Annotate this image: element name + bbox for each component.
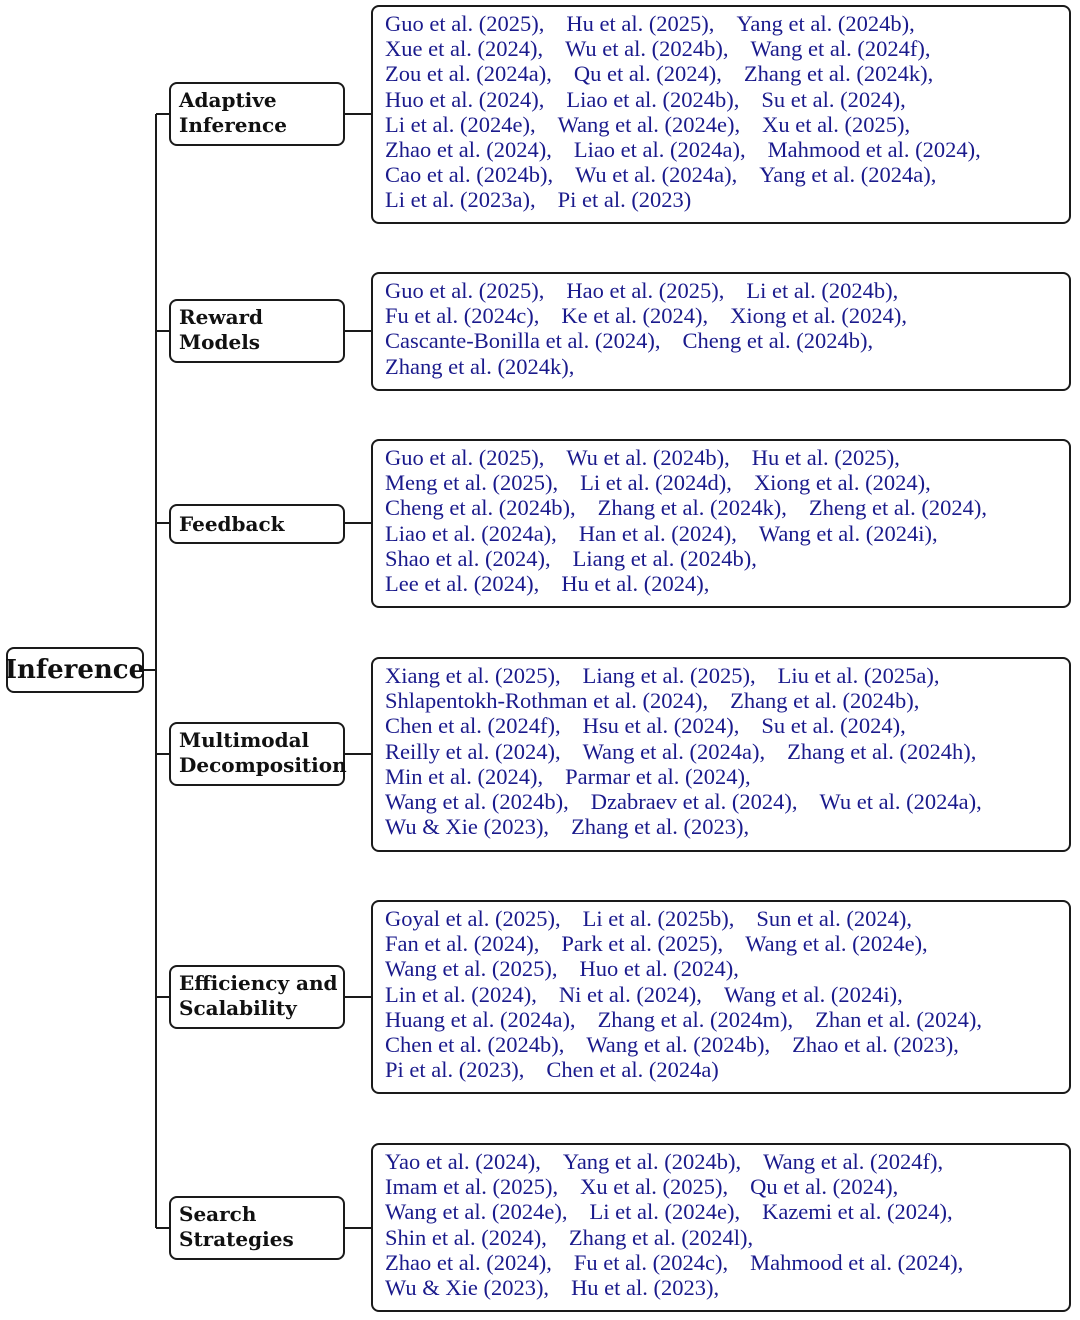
citation-link[interactable]: Lee et al. (2024), [385,571,540,597]
citation-link[interactable]: Pi et al. (2023) [557,187,692,213]
citation-link[interactable]: Min et al. (2024), [385,763,544,789]
reference-line [385,187,1069,212]
citation-link[interactable]: Hsu et al. (2024), [582,713,740,739]
citation-link[interactable]: Chen et al. (2024a) [546,1057,719,1083]
citation-link[interactable]: Wang et al. (2024e), [745,931,928,957]
citation-link[interactable]: Wang et al. (2024f), [763,1149,944,1174]
reference-line [385,739,1069,764]
citation-link[interactable]: Meng et al. (2025), [385,470,559,496]
citation-link[interactable]: Guo et al. (2025), [385,445,545,470]
category-label-line: Scalability [179,996,297,1020]
citation-link[interactable]: Cao et al. (2024b), [385,162,554,188]
category-label-line: Adaptive [179,88,277,112]
citation-link[interactable]: Guo et al. (2025), [385,278,545,303]
citation-link[interactable]: Huo et al. (2024), [385,86,545,112]
reference-line [385,814,1069,839]
citation-link[interactable]: Su et al. (2024), [761,713,906,739]
reference-line [385,61,1069,86]
reference-line [385,1275,1069,1300]
citation-link[interactable]: Xu et al. (2025), [580,1174,729,1200]
reference-line [385,303,1069,328]
citation-link[interactable]: Yang et al. (2024a), [759,162,937,188]
citation-link[interactable]: Zhang et al. (2024k), [743,61,934,87]
reference-line [385,137,1069,162]
citation-link[interactable]: Huo et al. (2024), [579,956,739,982]
reference-line [385,278,1069,303]
citation-link[interactable]: Chen et al. (2024f), [385,713,561,739]
citation-link[interactable]: Wu et al. (2024b), [566,445,730,470]
citation-link[interactable]: Li et al. (2025b), [582,906,735,931]
reference-line [385,1149,1069,1174]
citation-link[interactable]: Wang et al. (2024e), [557,111,741,137]
reference-line [385,1057,1069,1082]
reference-line [385,1007,1069,1032]
citation-link[interactable]: Dzabraev et al. (2024), [590,789,798,815]
citation-link[interactable]: Wu et al. (2024a), [575,162,738,188]
citation-link[interactable]: Huang et al. (2024a), [385,1006,576,1032]
reference-line [385,1225,1069,1250]
reference-line [385,495,1069,520]
citation-link[interactable]: Cheng et al. (2024b), [682,328,874,354]
citation-link[interactable]: Zhang et al. (2024k), [385,353,575,379]
citation-link[interactable]: Shin et al. (2024), [385,1224,547,1250]
citation-link[interactable]: Reilly et al. (2024), [385,738,561,764]
citation-link[interactable]: Han et al. (2024), [578,520,737,546]
citation-link[interactable]: Liu et al. (2025a), [777,663,940,688]
citation-link[interactable]: Wang et al. (2025), [385,956,558,982]
reference-line [385,445,1069,470]
citation-link[interactable]: Zhang et al. (2024k), [597,495,787,521]
category-label-line: Efficiency and [179,971,338,995]
citation-link[interactable]: Wang et al. (2024a), [582,738,766,764]
category-adaptive-inference [169,82,345,146]
citation-link[interactable]: Fu et al. (2024c), [385,303,540,329]
category-feedback [169,504,345,544]
citation-link[interactable]: Zhan et al. (2024), [815,1006,982,1032]
citation-link[interactable]: Xu et al. (2025), [762,111,911,137]
citation-link[interactable]: Shao et al. (2024), [385,545,551,571]
category-multimodal-decomposition [169,722,345,786]
citation-link[interactable]: Mahmood et al. (2024), [767,137,981,163]
citation-link[interactable]: Qu et al. (2024), [573,61,722,87]
citation-link[interactable]: Wu & Xie (2023), [385,814,550,840]
reference-line [385,956,1069,981]
category-label-line: Search [179,1202,257,1226]
reference-line [385,1250,1069,1275]
citation-link[interactable]: Hu et al. (2023), [571,1275,720,1301]
citation-link[interactable]: Hu et al. (2024), [561,571,710,597]
citation-link[interactable]: Xue et al. (2024), [385,36,544,62]
citation-link[interactable]: Xiong et al. (2024), [730,303,908,329]
citation-link[interactable]: Zhao et al. (2024), [385,137,552,163]
citation-link[interactable]: Zhang et al. (2024l), [568,1224,754,1250]
citation-link[interactable]: Zou et al. (2024a), [385,61,552,87]
citation-link[interactable]: Zhao et al. (2024), [385,1249,552,1275]
reference-line [385,354,1069,379]
citation-link[interactable]: Zheng et al. (2024), [808,495,987,521]
citation-link[interactable]: Chen et al. (2024b), [385,1032,565,1058]
citation-link[interactable]: Liang et al. (2025), [582,663,756,688]
reference-line [385,789,1069,814]
category-label-line: Strategies [179,1227,294,1251]
citation-link[interactable]: Hu et al. (2025), [751,445,900,470]
citation-link[interactable]: Wang et al. (2024e), [385,1199,568,1225]
citation-link[interactable]: Cheng et al. (2024b), [385,495,576,521]
references-feedback [371,439,1071,608]
category-label-line: Models [179,330,261,354]
citation-link[interactable]: Yao et al. (2024), [385,1149,541,1174]
citation-link[interactable]: Wang et al. (2024i), [723,981,903,1007]
citation-link[interactable]: Wang et al. (2024b), [586,1032,771,1058]
citation-link[interactable]: Hao et al. (2025), [566,278,725,303]
category-reward-models [169,299,345,363]
citation-link[interactable]: Kazemi et al. (2024), [762,1199,953,1225]
citation-link[interactable]: Li et al. (2023a), [385,187,536,213]
citation-link[interactable]: Li et al. (2024e), [385,111,536,137]
citation-link[interactable]: Zhao et al. (2023), [792,1032,959,1058]
citation-link[interactable]: Wang et al. (2024f), [750,36,931,62]
citation-link[interactable]: Su et al. (2024), [761,86,906,112]
category-label-line: Reward [179,305,264,329]
citation-link[interactable]: Qu et al. (2024), [750,1174,899,1200]
reference-line [385,87,1069,112]
category-label-line: Multimodal [179,728,310,752]
citation-link[interactable]: Hu et al. (2025), [566,11,715,36]
citation-link[interactable]: Fu et al. (2024c), [573,1249,729,1275]
reference-line [385,713,1069,738]
citation-link[interactable]: Cascante-Bonilla et al. (2024), [385,328,661,354]
reference-line [385,36,1069,61]
citation-link[interactable]: Lin et al. (2024), [385,981,537,1007]
reference-line [385,571,1069,596]
citation-link[interactable]: Wu & Xie (2023), [385,1275,550,1301]
category-search-strategies [169,1196,345,1260]
reference-line [385,162,1069,187]
reference-line [385,982,1069,1007]
citation-link[interactable]: Wu et al. (2024a), [819,789,982,815]
reference-line [385,663,1069,688]
citation-link[interactable]: Li et al. (2024d), [580,470,732,496]
reference-line [385,1174,1069,1199]
reference-line [385,688,1069,713]
citation-link[interactable]: Liang et al. (2024b), [572,545,757,571]
reference-line [385,906,1069,931]
citation-link[interactable]: Fan et al. (2024), [385,931,540,957]
citation-link[interactable]: Zhang et al. (2024h), [787,738,977,764]
citation-link[interactable]: Yang et al. (2024b), [562,1149,742,1174]
citation-link[interactable]: Liao et al. (2024a), [573,137,746,163]
citation-link[interactable]: Parmar et al. (2024), [565,763,751,789]
citation-link[interactable]: Sun et al. (2024), [756,906,913,931]
citation-link[interactable]: Guo et al. (2025), [385,11,545,36]
citation-link[interactable]: Xiong et al. (2024), [753,470,931,496]
citation-link[interactable]: Pi et al. (2023), [385,1057,525,1083]
references-search-strategies [371,1143,1071,1312]
citation-link[interactable]: Li et al. (2024e), [589,1199,741,1225]
citation-link[interactable]: Zhang et al. (2023), [571,814,750,840]
citation-link[interactable]: Imam et al. (2025), [385,1174,559,1200]
category-efficiency-and-scalability [169,965,345,1029]
citation-link[interactable]: Liao et al. (2024b), [566,86,740,112]
reference-line [385,521,1069,546]
citation-link[interactable]: Shlapentokh-Rothman et al. (2024), [385,688,709,714]
category-label-line: Inference [179,113,287,137]
category-label-line: Feedback [179,511,285,536]
citation-link[interactable]: Yang et al. (2024b), [736,11,915,36]
reference-line [385,112,1069,137]
citation-link[interactable]: Wu et al. (2024b), [565,36,729,62]
citation-link[interactable]: Li et al. (2024b), [746,278,899,303]
citation-link[interactable]: Ni et al. (2024), [558,981,702,1007]
references-reward-models [371,272,1071,391]
citation-link[interactable]: Wang et al. (2024b), [385,789,569,815]
reference-line [385,1199,1069,1224]
reference-line [385,328,1069,353]
reference-line [385,470,1069,495]
reference-line [385,11,1069,36]
citation-link[interactable]: Liao et al. (2024a), [385,520,557,546]
root-node-inference [6,647,144,693]
reference-line [385,546,1069,571]
references-multimodal-decomposition [371,657,1071,852]
root-label: Inference [4,655,146,685]
category-label-line: Decomposition [179,753,347,777]
citation-link[interactable]: Park et al. (2025), [561,931,724,957]
citation-link[interactable]: Ke et al. (2024), [561,303,709,329]
references-efficiency-and-scalability [371,900,1071,1094]
citation-link[interactable]: Wang et al. (2024i), [758,520,938,546]
citation-link[interactable]: Mahmood et al. (2024), [750,1249,964,1275]
citation-link[interactable]: Goyal et al. (2025), [385,906,561,931]
reference-line [385,1032,1069,1057]
references-adaptive-inference [371,5,1071,224]
reference-line [385,764,1069,789]
citation-link[interactable]: Zhang et al. (2024b), [730,688,920,714]
citation-link[interactable]: Xiang et al. (2025), [385,663,561,688]
citation-link[interactable]: Zhang et al. (2024m), [597,1006,794,1032]
reference-line [385,931,1069,956]
